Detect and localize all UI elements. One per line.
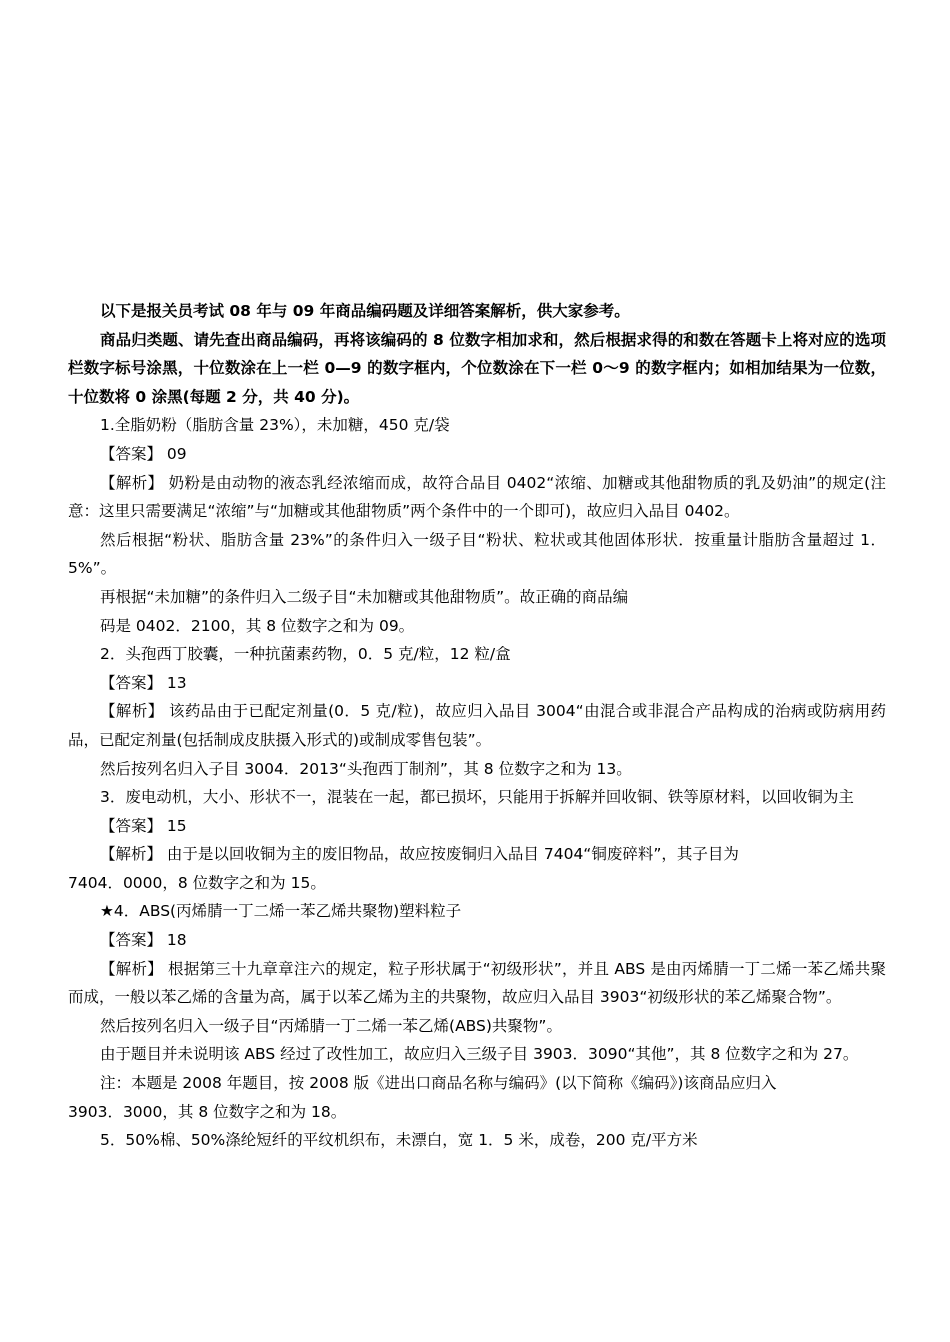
question-1-answer: 【答案】 09 xyxy=(100,444,187,463)
question-2-analysis: 【解析】 该药品由于已配定剂量(0．5 克/粒)，故应归入品目 3004“由混合或非混合产品构成的治病或防病用药品，已配定剂量(包括制成皮肤摄入形式的)或制成零售包装”。 xyxy=(68,702,886,749)
question-1-analysis-4: 码是 0402．2100，其 8 位数字之和为 09。 xyxy=(100,616,415,635)
question-4-title: ★4．ABS(丙烯腈一丁二烯一苯乙烯共聚物)塑料粒子 xyxy=(100,902,462,921)
question-4-analysis-2: 然后按列名归入一级子目“丙烯腈一丁二烯一苯乙烯(ABS)共聚物”。 xyxy=(100,1016,562,1035)
question-4-answer: 【答案】 18 xyxy=(100,931,187,950)
question-3-analysis-2: 7404．0000，8 位数字之和为 15。 xyxy=(68,873,326,892)
question-4-note: 注：本题是 2008 年题目，按 2008 版《进出口商品名称与编码》(以下简称《编码》)该商品应归入 xyxy=(100,1074,777,1093)
question-3-answer: 【答案】 15 xyxy=(100,816,187,835)
question-5-title: 5．50%棉、50%涤纶短纤的平纹机织布，未漂白，宽 1．5 米，成卷，200 克/平方米 xyxy=(100,1131,698,1150)
document-body xyxy=(68,297,886,1155)
question-3-analysis: 【解析】 由于是以回收铜为主的废旧物品，故应按废铜归入品目 7404“铜废碎料”，其子目为 xyxy=(100,845,739,864)
question-2-title: 2．头孢西丁胶囊，一种抗菌素药物，0．5 克/粒，12 粒/盒 xyxy=(100,645,511,664)
question-1-analysis-3: 再根据“未加糖”的条件归入二级子目“未加糖或其他甜物质”。故正确的商品编 xyxy=(100,587,629,606)
instructions-paragraph: 商品归类题、请先查出商品编码，再将该编码的 8 位数字相加求和，然后根据求得的和数在答题卡上将对应的选项栏数字标号涂黑，十位数涂在上一栏 0—9 的数字框内，个位数涂在下一栏 0～9 的数字框内；如相加结果为一位数，十位数将 0 涂黑(每题 2 分，共 40 分)。 xyxy=(68,330,886,406)
question-4-analysis-3: 由于题目并未说明该 ABS 经过了改性加工，故应归入三级子目 3903．3090“其他”，其 8 位数字之和为 27。 xyxy=(100,1045,859,1064)
question-4-note-2: 3903．3000，其 8 位数字之和为 18。 xyxy=(68,1102,347,1121)
question-2-answer: 【答案】 13 xyxy=(100,673,187,692)
question-2-analysis-2: 然后按列名归入子目 3004．2013“头孢西丁制剂”，其 8 位数字之和为 13。 xyxy=(100,759,632,778)
question-3-title: 3．废电动机，大小、形状不一，混装在一起，都已损坏，只能用于拆解并回收铜、铁等原材料，以回收铜为主 xyxy=(100,788,854,807)
question-4-analysis: 【解析】 根据第三十九章章注六的规定，粒子形状属于“初级形状”，并且 ABS 是由丙烯腈一丁二烯一苯乙烯共聚而成，一般以苯乙烯的含量为高，属于以苯乙烯为主的共聚物，故应归入品目 3903“初级形状的苯乙烯聚合物”。 xyxy=(68,959,886,1007)
question-1-title: 1.全脂奶粉（脂肪含量 23%），未加糖，450 克/袋 xyxy=(100,416,450,435)
intro-line: 以下是报关员考试 08 年与 09 年商品编码题及详细答案解析，供大家参考。 xyxy=(100,302,630,320)
question-1-analysis: 【解析】 奶粉是由动物的液态乳经浓缩而成，故符合品目 0402“浓缩、加糖或其他甜物质的乳及奶油”的规定(注意：这里只需要满足“浓缩”与“加糖或其他甜物质”两个条件中的一个即可)，故应归入品目 0402。 xyxy=(68,473,886,521)
question-1-analysis-2: 然后根据“粉状、脂肪含量 23%”的条件归入一级子目“粉状、粒状或其他固体形状．按重量计脂肪含量超过 1．5%”。 xyxy=(68,530,886,578)
